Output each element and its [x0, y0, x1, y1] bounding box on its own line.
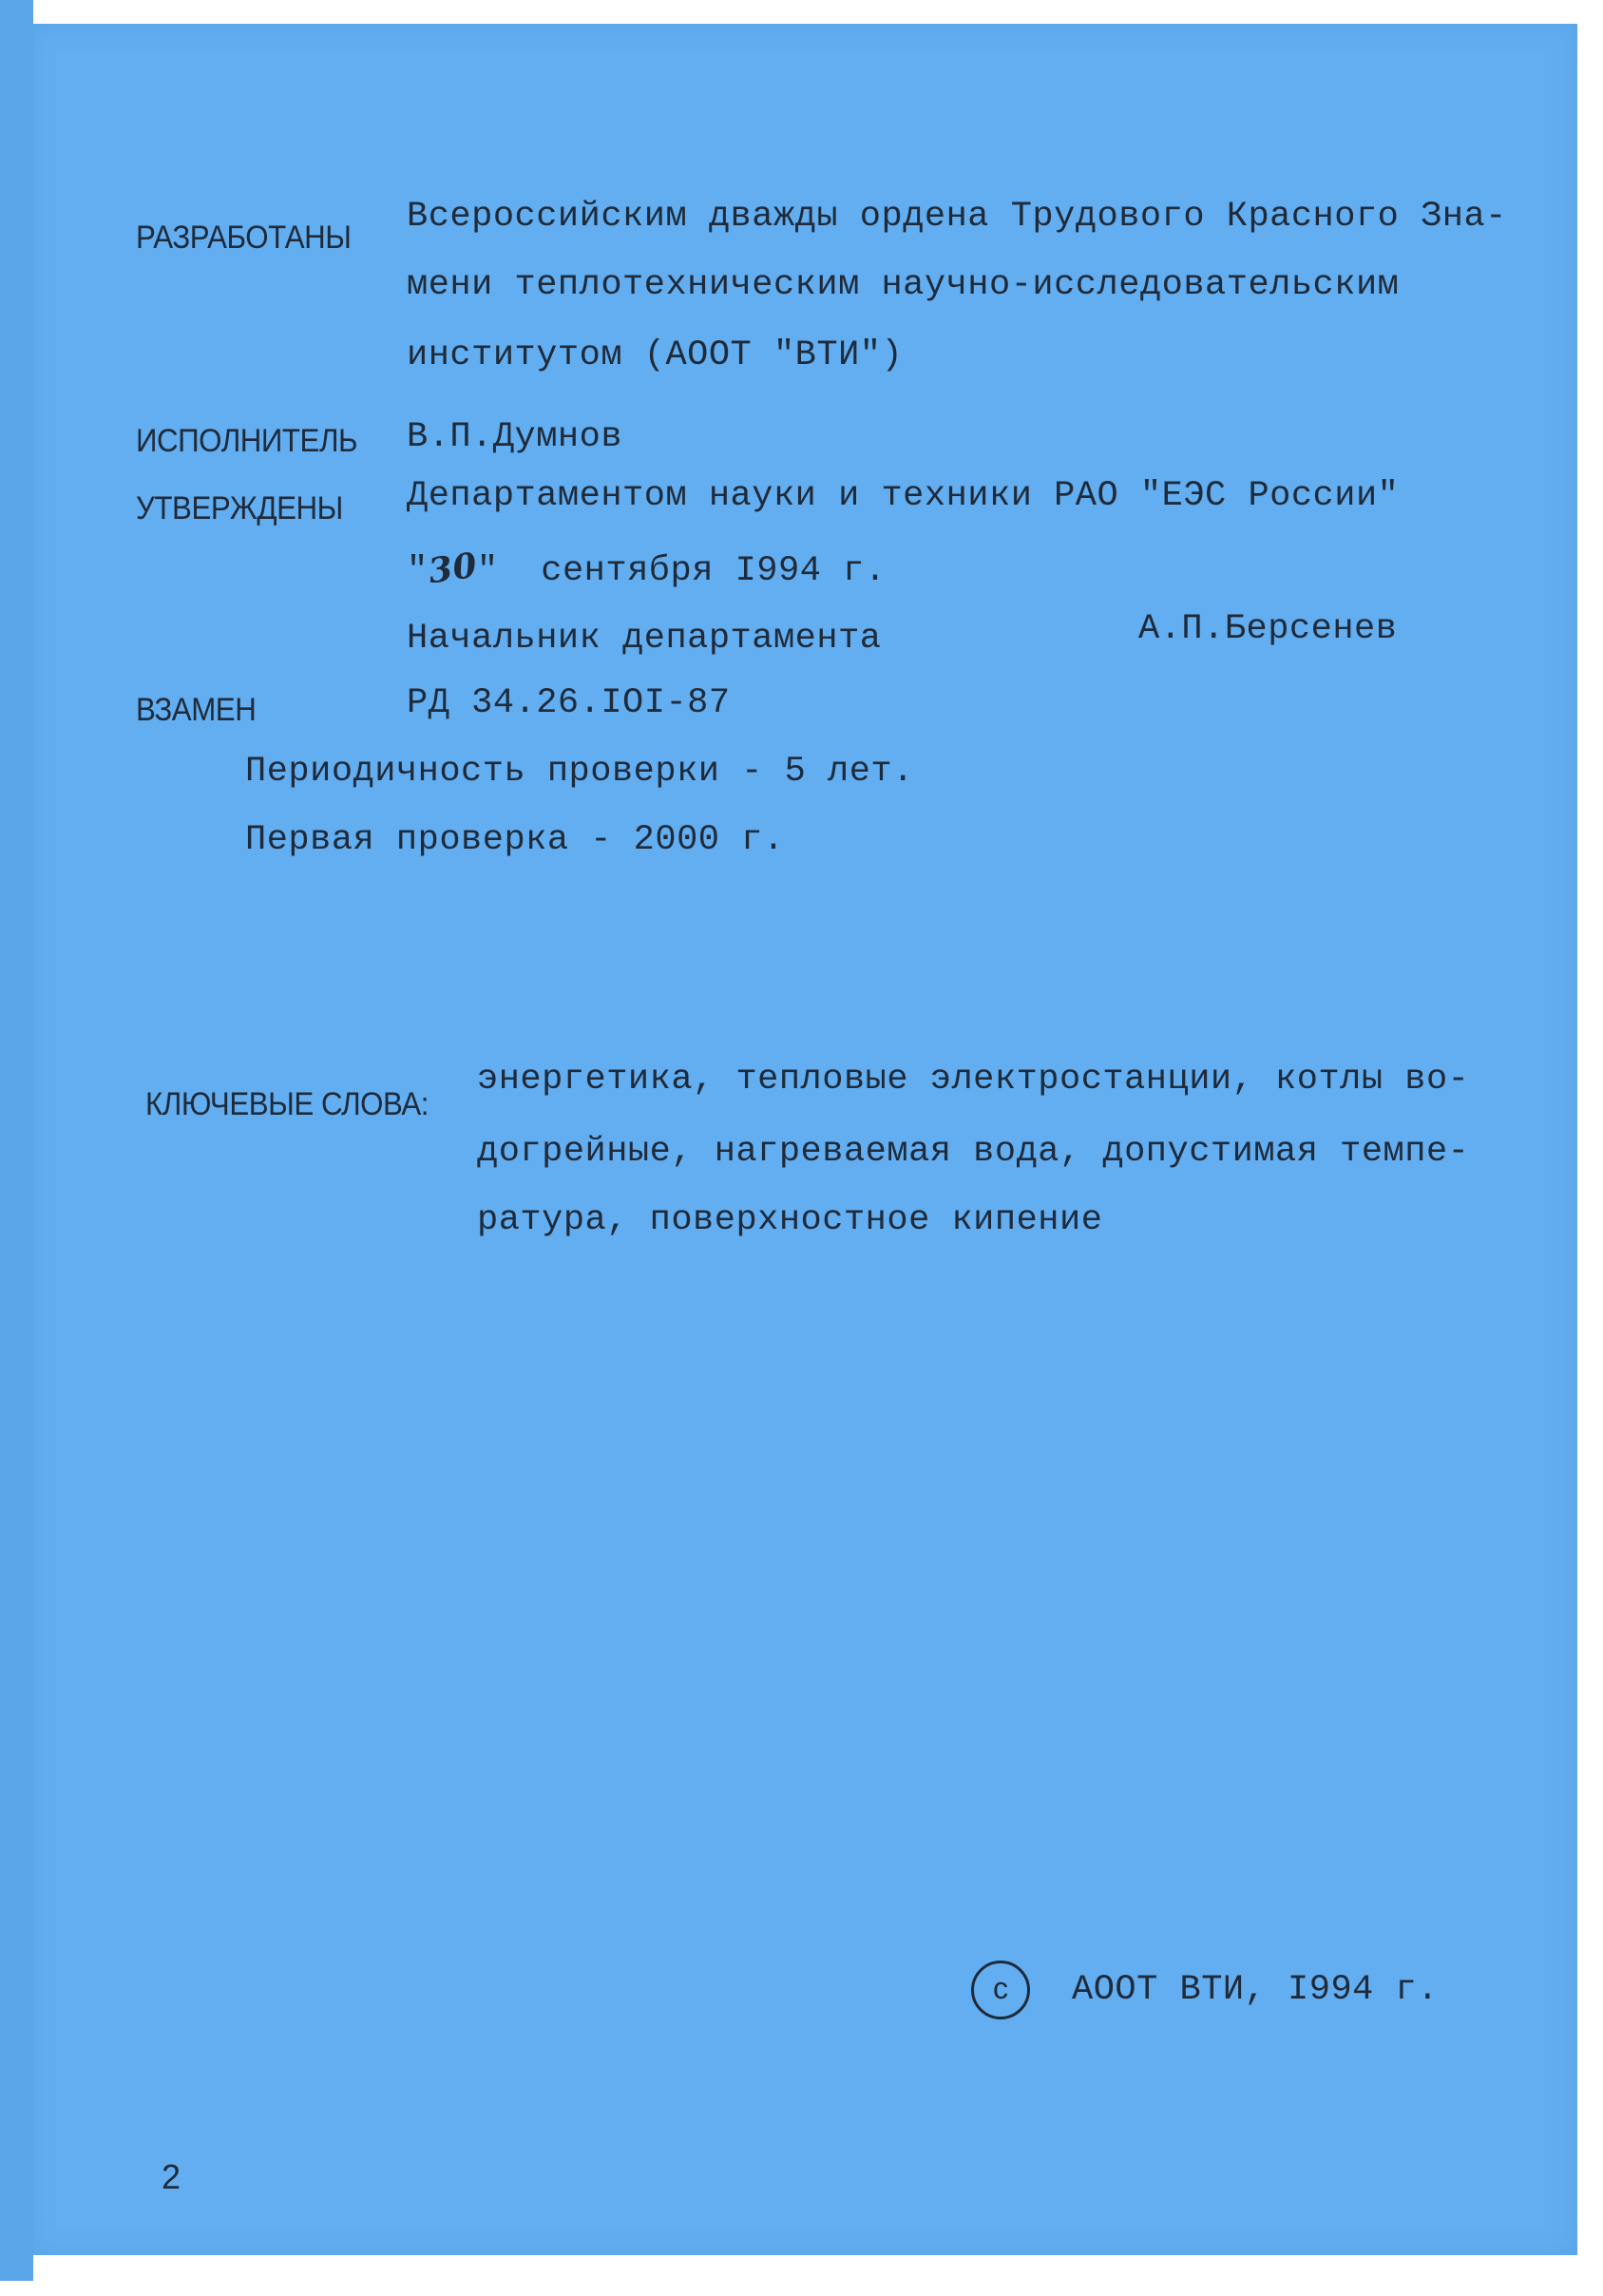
keywords-line-1: энергетика, тепловые электростанции, котлы во-: [477, 1060, 1470, 1100]
executor-value: В.П.Думнов: [407, 417, 623, 457]
page-top-margin: [29, 0, 1577, 24]
approved-label: УТВЕРЖДЕНЫ: [136, 490, 343, 526]
approved-date-rest: сентября I994 г.: [541, 551, 887, 591]
developed-line-3: институтом (АООТ "ВТИ"): [407, 335, 904, 375]
keywords-line-2: догрейные, нагреваемая вода, допустимая темпе-: [477, 1132, 1470, 1172]
keywords-label: КЛЮЧЕВЫЕ СЛОВА:: [145, 1086, 429, 1122]
keywords-line-3: ратура, поверхностное кипение: [477, 1200, 1103, 1240]
first-check: Первая проверка - 2000 г.: [245, 820, 785, 860]
approved-by: Департаментом науки и техники РАО "ЕЭС России": [407, 476, 1400, 516]
executor-label: ИСПОЛНИТЕЛЬ: [136, 423, 358, 459]
developed-label: РАЗРАБОТАНЫ: [136, 220, 352, 256]
developed-line-2: мени теплотехническим научно-исследовательским: [407, 265, 1400, 305]
replaces-value: РД 34.26.IOI-87: [407, 683, 731, 723]
copyright-text: АООТ ВТИ, I994 г.: [1072, 1970, 1439, 2010]
close-quote: ": [476, 551, 499, 591]
check-period: Периодичность проверки - 5 лет.: [245, 752, 914, 792]
copyright-icon: [971, 1961, 1030, 2019]
approved-day-handwritten: 30: [426, 545, 480, 592]
replaces-label: ВЗАМЕН: [136, 692, 257, 728]
developed-line-1: Всероссийским дважды ордена Трудового Красного Зна-: [407, 197, 1507, 237]
page-left-edge: [0, 0, 33, 2281]
department-head-name: А.П.Берсенев: [1138, 609, 1398, 649]
department-head-title: Начальник департамента: [407, 619, 882, 659]
approved-date: [407, 547, 887, 592]
open-quote: ": [407, 551, 429, 591]
page-number: 2: [162, 2157, 181, 2196]
copyright-symbol: c: [993, 1971, 1008, 2005]
